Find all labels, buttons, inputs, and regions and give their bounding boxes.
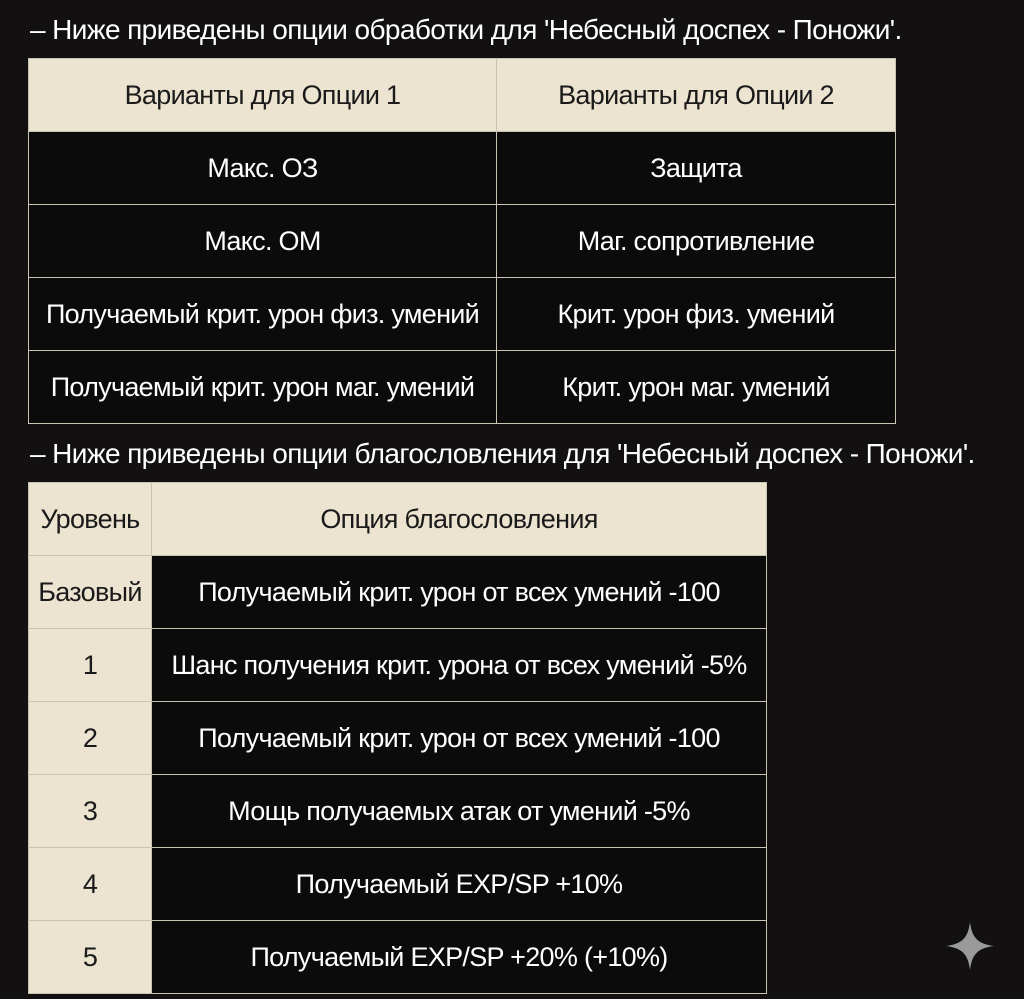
table-row xyxy=(29,921,767,994)
table-row xyxy=(29,278,896,351)
table-cell: Получаемый крит. урон от всех умений -100 xyxy=(152,556,767,629)
column-header-option-1: Варианты для Опции 1 xyxy=(29,59,497,132)
table-header-row xyxy=(29,483,767,556)
table-cell: Крит. урон физ. умений xyxy=(497,278,896,351)
table-header-row xyxy=(29,59,896,132)
sparkle-icon xyxy=(944,920,996,972)
level-cell: 1 xyxy=(29,629,152,702)
column-header-blessing-option: Опция благословления xyxy=(152,483,767,556)
table-cell: Шанс получения крит. урона от всех умений -5% xyxy=(152,629,767,702)
table-cell: Получаемый крит. урон маг. умений xyxy=(29,351,497,424)
level-cell: 2 xyxy=(29,702,152,775)
table-cell: Крит. урон маг. умений xyxy=(497,351,896,424)
table-cell: Получаемый EXP/SP +20% (+10%) xyxy=(152,921,767,994)
table-cell: Получаемый крит. урон физ. умений xyxy=(29,278,497,351)
table-cell: Маг. сопротивление xyxy=(497,205,896,278)
table-row xyxy=(29,132,896,205)
table-row xyxy=(29,351,896,424)
processing-options-heading: – Ниже приведены опции обработки для 'Небесный доспех - Поножи'. xyxy=(30,14,902,45)
table-row xyxy=(29,702,767,775)
table-cell: Макс. ОЗ xyxy=(29,132,497,205)
table-row xyxy=(29,556,767,629)
level-cell: 5 xyxy=(29,921,152,994)
table-cell: Получаемый EXP/SP +10% xyxy=(152,848,767,921)
blessing-options-heading: – Ниже приведены опции благословления для 'Небесный доспех - Поножи'. xyxy=(30,438,975,469)
table-cell: Мощь получаемых атак от умений -5% xyxy=(152,775,767,848)
processing-options-table xyxy=(28,58,896,424)
table-cell: Макс. ОМ xyxy=(29,205,497,278)
table-row xyxy=(29,775,767,848)
table-row xyxy=(29,848,767,921)
column-header-level: Уровень xyxy=(29,483,152,556)
column-header-option-2: Варианты для Опции 2 xyxy=(497,59,896,132)
table-cell: Получаемый крит. урон от всех умений -100 xyxy=(152,702,767,775)
level-cell: Базовый xyxy=(29,556,152,629)
level-cell: 4 xyxy=(29,848,152,921)
table-row xyxy=(29,205,896,278)
table-cell: Защита xyxy=(497,132,896,205)
level-cell: 3 xyxy=(29,775,152,848)
table-row xyxy=(29,629,767,702)
blessing-options-table xyxy=(28,482,767,994)
